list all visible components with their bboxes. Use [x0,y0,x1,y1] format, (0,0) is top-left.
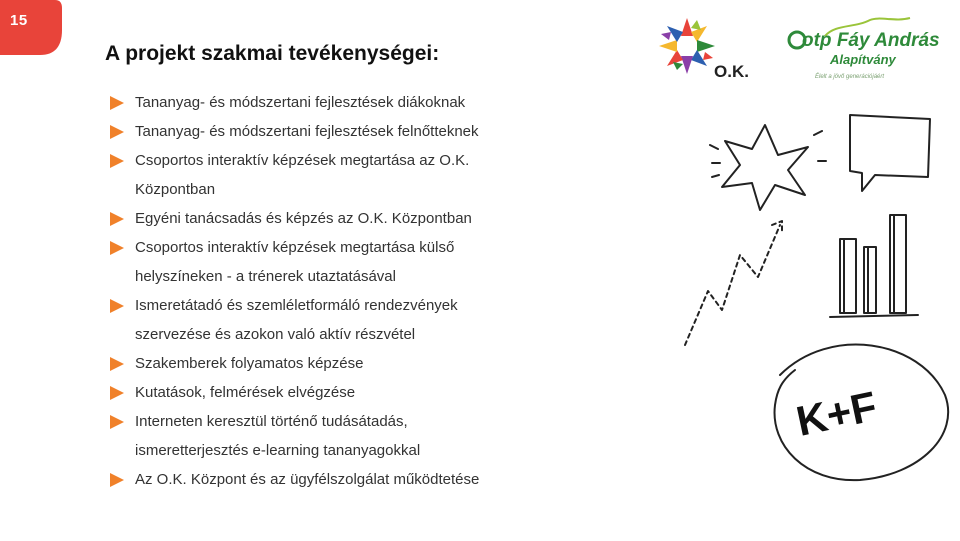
otp-slogan: Élelt a jövő generációjáért [815,74,885,80]
bullet-item [110,117,580,146]
bullet-text: Szakemberek folyamatos képzése [135,355,364,372]
otp-logo-label: otp Fáy András [802,30,940,51]
alapitvany-label: Alapítvány [830,52,896,67]
bullet-item [110,233,580,262]
bullet-text: Tananyag- és módszertani fejlesztések felnőtteknek [135,123,479,140]
bullet-item [110,407,580,436]
arrow-bullet-icon [110,473,124,487]
bullet-item [110,378,580,407]
bullet-continuation [110,175,580,204]
arrow-bullet-icon [110,96,124,110]
activity-list [110,88,580,494]
kf-label: K+F [792,382,881,445]
bullet-item [110,349,580,378]
arrow-bullet-icon [110,212,124,226]
bullet-continuation [110,320,580,349]
arrow-bullet-icon [110,299,124,313]
arrow-bullet-icon [110,154,124,168]
bullet-item [110,204,580,233]
page-number: 15 [10,12,28,29]
star-dashes [710,131,826,177]
bullet-text: Az O.K. Központ és az ügyfélszolgálat működtetése [135,471,480,488]
ok-logo-mark [655,14,945,94]
bullet-text: szervezése és azokon való aktív részvétel [135,326,416,343]
star-doodle [722,125,808,210]
bullet-continuation [110,436,580,465]
page-number-badge [0,0,62,62]
bullet-text: Csoportos interaktív képzések megtartása külső [135,239,455,256]
arrow-bullet-icon [110,125,124,139]
bullet-text: Kutatások, felmérések elvégzése [135,384,356,401]
zigzag-arrow [685,221,782,345]
slide-title: A projekt szakmai tevékenységei: [105,42,440,65]
page-badge-shape [0,0,62,62]
bullet-text: Csoportos interaktív képzések megtartása az O.K. [135,152,470,169]
arrow-bullet-icon [110,357,124,371]
bar-chart-doodle [830,215,918,317]
doodle-illustration [600,105,960,541]
bullet-text: ismeretterjesztés e-learning tananyagokkal [135,442,421,459]
bullet-item [110,146,580,175]
bullet-text: Tananyag- és módszertani fejlesztések diákoknak [135,94,466,111]
ok-logo-label: O.K. [714,62,749,81]
bullet-item [110,291,580,320]
arrow-bullet-icon [110,386,124,400]
bullet-text: Központban [135,181,216,198]
bullet-text: Interneten keresztül történő tudásátadás, [135,413,408,430]
arrow-bullet-icon [110,241,124,255]
bullet-item [110,465,580,494]
speech-bubble [850,115,930,191]
arrow-bullet-icon [110,415,124,429]
bullet-text: helyszíneken - a trénerek utaztatásával [135,268,396,285]
bullet-item [110,88,580,117]
bullet-continuation [110,262,580,291]
bullet-text: Ismeretátadó és szemléletformáló rendezvények [135,297,458,314]
bullet-text: Egyéni tanácsadás és képzés az O.K. Központban [135,210,472,227]
